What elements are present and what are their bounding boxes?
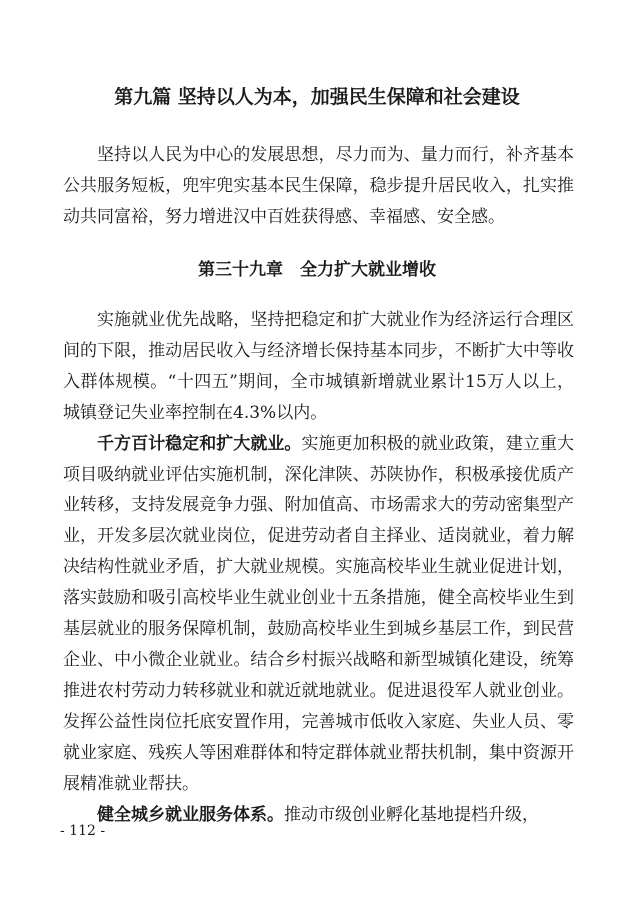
paragraph-text: 实施就业优先战略，坚持把稳定和扩大就业作为经济运行合理区间的下限，推动居民收入与经济增长保持基本同步，不断扩大中等收入群体规模。“十四五”期间，全市城镇新增就业累计15万人以上，城镇登记失业率控制在4.3%以内。: [63, 310, 574, 423]
paragraph-employment-service: [63, 800, 574, 831]
paragraph-lead: 健全城乡就业服务体系。: [97, 804, 284, 825]
intro-paragraph: [63, 140, 574, 233]
paragraph-employment-priority: [63, 305, 574, 429]
paragraph-text: 推动市级创业孵化基地提档升级，: [284, 804, 539, 825]
paragraph-text: 实施更加积极的就业政策，建立重大项目吸纳就业评估实施机制，深化津陕、苏陕协作，积极承接优质产业转移，支持发展竞争力强、附加值高、市场需求大的劳动密集型产业，开发多层次就业岗位，促进劳动者自主择业、适岗就业，着力解决结构性就业矛盾，扩大就业规模。实施高校毕业生就业促进计划，落实鼓励和吸引高校毕业生就业创业十五条措施，健全高校毕业生到基层就业的服务保障机制，鼓励高校毕业生到城乡基层工作，到民营企业、中小微企业就业。结合乡村振兴战略和新型城镇化建设，统筹推进农村劳动力转移就业和就近就地就业。促进退役军人就业创业。发挥公益性岗位托底安置作用，完善城市低收入家庭、失业人员、零就业家庭、残疾人等困难群体和特定群体就业帮扶机制，集中资源开展精准就业帮扶。: [63, 433, 575, 794]
chapter-title: 第三十九章 全力扩大就业增收: [198, 260, 436, 280]
paragraph-stabilize-employment: [63, 429, 574, 800]
paragraph-lead: 千方百计稳定和扩大就业。: [97, 433, 302, 454]
part-title: 第九篇 坚持以人为本，加强民生保障和社会建设: [114, 86, 520, 108]
chapter-body: [63, 305, 574, 830]
page-number: - 112 -: [60, 823, 106, 839]
intro-text: 坚持以人民为中心的发展思想，尽力而为、量力而行，补齐基本公共服务短板，兜牢兜实基本民生保障，稳步提升居民收入，扎实推动共同富裕，努力增进汉中百姓获得感、幸福感、安全感。: [63, 145, 574, 227]
